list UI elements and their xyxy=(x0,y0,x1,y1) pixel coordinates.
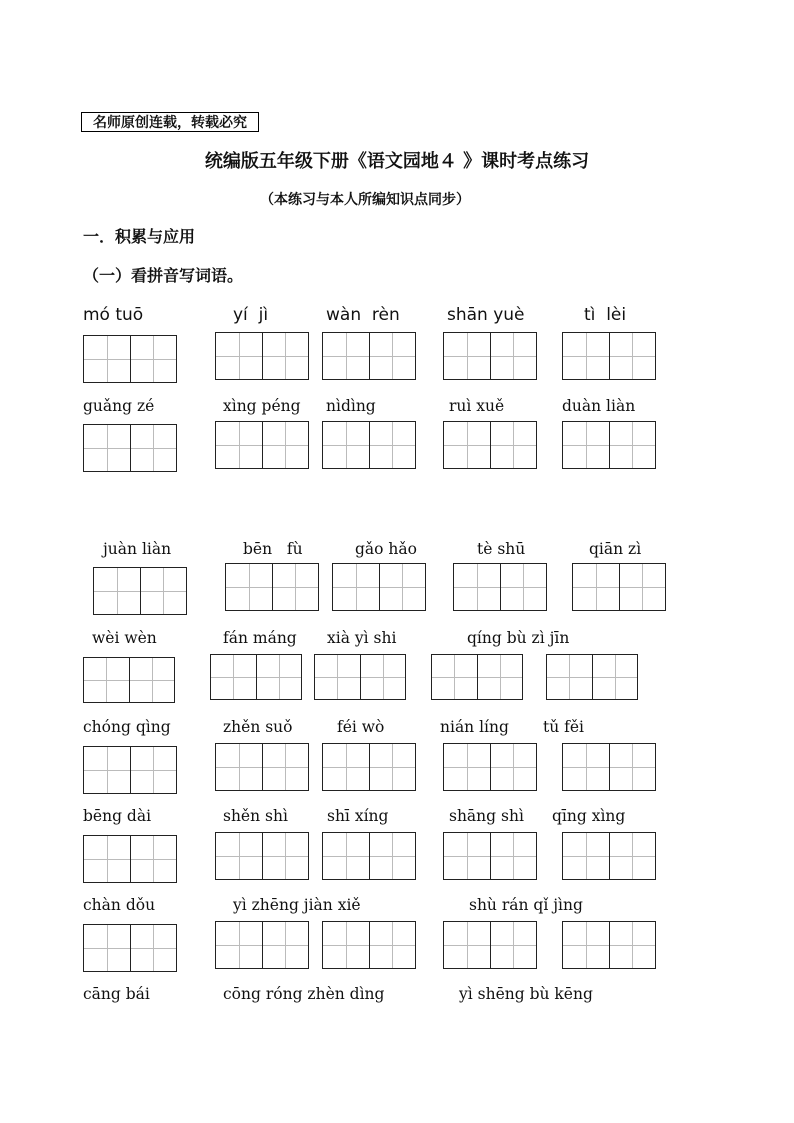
pinyin-label: nián líng xyxy=(440,718,509,736)
writing-grid[interactable] xyxy=(453,563,547,611)
writing-grid[interactable] xyxy=(562,743,656,791)
pinyin-label: yí jì xyxy=(233,305,269,325)
pinyin-label: ruì xuě xyxy=(449,397,505,415)
pinyin-label: wàn rèn xyxy=(326,305,400,325)
writing-grid[interactable] xyxy=(443,421,537,469)
writing-grid[interactable] xyxy=(322,743,416,791)
writing-grid[interactable] xyxy=(314,654,406,700)
writing-grid[interactable] xyxy=(562,832,656,880)
writing-grid[interactable] xyxy=(562,921,656,969)
writing-grid[interactable] xyxy=(322,832,416,880)
pinyin-label: fán máng xyxy=(223,629,297,647)
pinyin-label: bēng dài xyxy=(83,807,152,825)
writing-grid[interactable] xyxy=(562,332,656,380)
pinyin-label: shān yuè xyxy=(447,305,525,325)
writing-grid[interactable] xyxy=(215,921,309,969)
pinyin-label: qiān zì xyxy=(589,540,642,558)
pinyin-label: chóng qìng xyxy=(83,718,171,736)
writing-grid[interactable] xyxy=(431,654,523,700)
pinyin-label: shī xíng xyxy=(327,807,389,825)
pinyin-label: duàn liàn xyxy=(562,397,636,415)
writing-grid[interactable] xyxy=(322,332,416,380)
writing-grid[interactable] xyxy=(83,335,177,383)
writing-grid[interactable] xyxy=(93,567,187,615)
pinyin-label: gǎo hǎo xyxy=(355,540,417,558)
pinyin-label: juàn liàn xyxy=(103,540,172,558)
pinyin-label: cāng bái xyxy=(83,985,150,1003)
pinyin-label: guǎng zé xyxy=(83,397,155,415)
pinyin-label: shù rán qǐ jìng xyxy=(469,896,583,914)
pinyin-label: qīng xìng xyxy=(552,807,626,825)
pinyin-label: cōng róng zhèn dìng xyxy=(223,985,385,1003)
page-title: 统编版五年级下册《语文园地４ 》课时考点练习 xyxy=(204,151,590,172)
pinyin-label: chàn dǒu xyxy=(83,896,156,914)
pinyin-label: féi wò xyxy=(337,718,385,736)
writing-grid[interactable] xyxy=(215,421,309,469)
writing-grid[interactable] xyxy=(443,832,537,880)
writing-grid[interactable] xyxy=(322,421,416,469)
writing-grid[interactable] xyxy=(83,924,177,972)
writing-grid[interactable] xyxy=(83,835,177,883)
writing-grid[interactable] xyxy=(443,743,537,791)
pinyin-label: xià yì shi xyxy=(327,629,397,647)
writing-grid[interactable] xyxy=(83,746,177,794)
writing-grid[interactable] xyxy=(443,332,537,380)
pinyin-label: bēn fù xyxy=(243,540,303,558)
writing-grid[interactable] xyxy=(215,743,309,791)
writing-grid[interactable] xyxy=(210,654,302,700)
pinyin-label: shěn shì xyxy=(223,807,288,825)
pinyin-label: yì zhēng jiàn xiě xyxy=(233,896,361,914)
writing-grid[interactable] xyxy=(225,563,319,611)
pinyin-label: shāng shì xyxy=(449,807,524,825)
pinyin-label: wèi wèn xyxy=(92,629,157,647)
writing-grid[interactable] xyxy=(83,657,175,703)
pinyin-label: zhěn suǒ xyxy=(223,718,293,736)
pinyin-label: qíng bù zì jīn xyxy=(467,629,570,647)
writing-grid[interactable] xyxy=(215,332,309,380)
writing-grid[interactable] xyxy=(83,424,177,472)
writing-grid[interactable] xyxy=(322,921,416,969)
pinyin-label: tè shū xyxy=(477,540,526,558)
pinyin-label: xìng péng xyxy=(223,397,301,415)
pinyin-label: tì lèi xyxy=(584,305,627,325)
page-subtitle: （本练习与本人所编知识点同步） xyxy=(260,192,470,208)
writing-grid[interactable] xyxy=(443,921,537,969)
pinyin-label: nìdìng xyxy=(326,397,376,415)
pinyin-label: yì shēng bù kēng xyxy=(459,985,593,1003)
pinyin-label: mó tuō xyxy=(83,305,144,325)
writing-grid[interactable] xyxy=(572,563,666,611)
pinyin-label: tǔ fěi xyxy=(543,718,585,736)
writing-grid[interactable] xyxy=(215,832,309,880)
section-heading: 一．积累与应用 xyxy=(83,227,196,246)
copyright-stamp: 名师原创连载，转载必究 xyxy=(81,112,259,132)
subsection-heading: （一）看拼音写词语。 xyxy=(83,266,244,285)
writing-grid[interactable] xyxy=(546,654,638,700)
writing-grid[interactable] xyxy=(562,421,656,469)
writing-grid[interactable] xyxy=(332,563,426,611)
